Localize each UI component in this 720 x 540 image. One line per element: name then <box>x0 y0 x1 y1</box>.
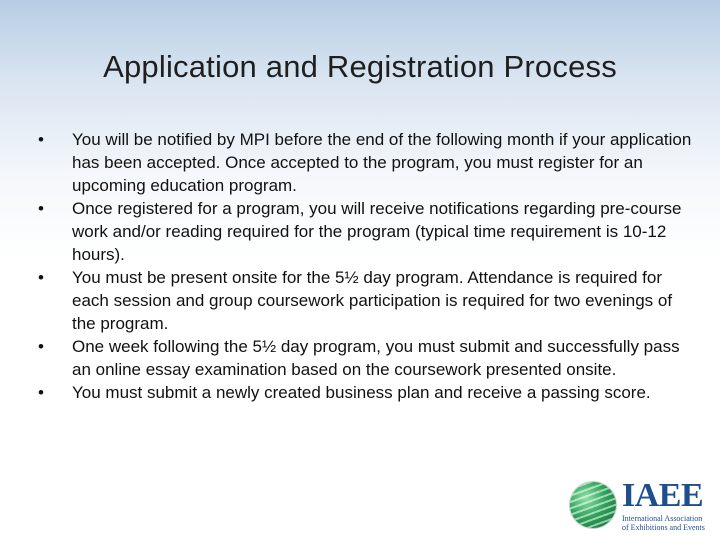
bullet-item <box>38 335 698 381</box>
bullet-item <box>38 381 698 404</box>
bullet-dot: • <box>38 199 44 218</box>
bullet-item <box>38 197 698 266</box>
bullet-dot: • <box>38 383 44 402</box>
bullet-item <box>38 128 698 197</box>
slide-title: Application and Registration Process <box>103 49 617 84</box>
logo-name: IAEE <box>622 477 704 514</box>
bullet-dot: • <box>38 337 44 356</box>
bullet-item <box>38 266 698 335</box>
logo-subtitle-line2: of Exhibitions and Events <box>622 523 705 532</box>
bullet-text: You must be present onsite for the 5½ day program. Attendance is required for each session and group coursework participation is required for two evenings of the program. <box>72 268 673 333</box>
logo-subtitle-line1: International Association <box>622 514 703 523</box>
iaee-logo <box>570 477 710 532</box>
bullet-text: You must submit a newly created business plan and receive a passing score. <box>72 383 651 402</box>
bullet-dot: • <box>38 268 44 287</box>
bullet-text: You will be notified by MPI before the end of the following month if your application has been accepted. Once accepted to the program, you must register for an upcoming education program. <box>72 130 692 195</box>
bullet-text: One week following the 5½ day program, you must submit and successfully pass an online essay examination based on the coursework presented onsite. <box>72 337 680 379</box>
globe-icon <box>570 482 616 528</box>
bullet-list <box>38 128 698 404</box>
bullet-dot: • <box>38 130 44 149</box>
bullet-text: Once registered for a program, you will receive notifications regarding pre-course work and/or reading required for the program (typical time requirement is 10-12 hours). <box>72 199 682 264</box>
